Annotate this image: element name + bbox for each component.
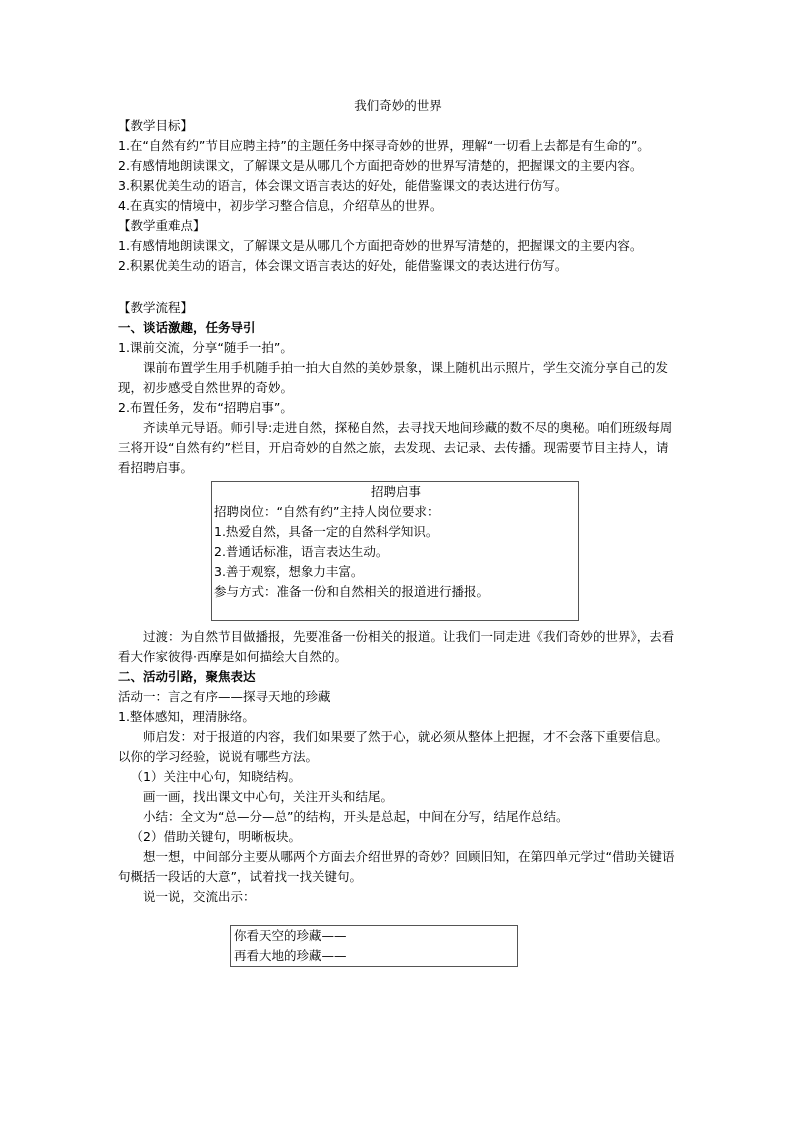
paragraph-gap (118, 276, 678, 298)
sub-step: （1）关注中心句，知晓结构。 (130, 769, 301, 784)
objective-item: 3.积累优美生动的语言，体会课文语言表达的好处，能借鉴课文的表达进行仿写。 (118, 178, 568, 193)
body-paragraph: 想一想，中间部分主要从哪两个方面去介绍世界的奇妙？回顾旧知，在第四单元学过“借助关键语句概括一段话的大意”，试着找一找关键句。 (118, 849, 675, 884)
objective-item: 4.在真实的情境中，初步学习整合信息，介绍草丛的世界。 (118, 198, 443, 213)
summary-paragraph: 小结：全文为“总—分—总”的结构，开头是总起，中间在分写，结尾作总结。 (143, 809, 569, 824)
keypoint-item: 2.积累优美生动的语言，体会课文语言表达的好处，能借鉴课文的表达进行仿写。 (118, 258, 568, 273)
notice-line: 招聘岗位：“自然有约”主持人岗位要求： (214, 504, 440, 519)
notice-line: 参与方式：准备一份和自然相关的报道进行播报。 (214, 584, 490, 599)
notice-line: 1.热爱自然，具备一定的自然科学知识。 (214, 524, 439, 539)
objectives-heading: 【教学目标】 (118, 118, 194, 133)
document-page (118, 96, 678, 967)
step-title: 1.课前交流，分享“随手一拍”。 (118, 340, 293, 355)
notice-heading: 招聘启事 (370, 484, 421, 499)
activity-title: 活动一：言之有序——探寻天地的珍藏 (118, 689, 331, 704)
notice-line: 3.善于观察，想象力丰富。 (214, 564, 364, 579)
notice-line: 2.普通话标准，语言表达生动。 (214, 544, 389, 559)
objective-item: 2.有感情地朗读课文，了解课文是从哪几个方面把奇妙的世界写清楚的，把握课文的主要内容。 (118, 158, 643, 173)
section-heading: 一、谈话激趣，任务导引 (118, 320, 256, 335)
transition-paragraph: 过渡：为自然节目做播报，先要准备一份相关的报道。让我们一同走进《我们奇妙的世界》，去看看大作家彼得·西摩是如何描绘大自然的。 (118, 629, 675, 664)
keypoint-item: 1.有感情地朗读课文，了解课文是从哪几个方面把奇妙的世界写清楚的，把握课文的主要内容。 (118, 238, 643, 253)
body-paragraph: 说一说，交流出示： (143, 889, 256, 904)
page-title: 我们奇妙的世界 (354, 98, 442, 113)
sub-step: （2）借助关键句，明晰板块。 (130, 829, 301, 844)
recruitment-notice-box (211, 481, 579, 621)
box-line: 再看大地的珍藏—— (234, 948, 347, 963)
keypoints-heading: 【教学重难点】 (118, 218, 206, 233)
process-heading: 【教学流程】 (118, 300, 194, 315)
section-heading: 二、活动引路，聚焦表达 (118, 669, 256, 684)
body-paragraph: 画一画，找出课文中心句，关注开头和结尾。 (143, 789, 394, 804)
objective-item: 1.在“自然有约”节目应聘主持”的主题任务中探寻奇妙的世界，理解“一切看上去都是有生命的”。 (118, 138, 650, 153)
step-title: 1.整体感知，理清脉络。 (118, 709, 255, 724)
box-line: 你看天空的珍藏—— (234, 928, 347, 943)
body-paragraph: 师启发：对于报道的内容，我们如果要了然于心，就必须从整体上把握，才不会落下重要信息。以你的学习经验，说说有哪些方法。 (118, 729, 669, 764)
body-paragraph: 课前布置学生用手机随手拍一拍大自然的美妙景象，课上随机出示照片，学生交流分享自己的发现，初步感受自然世界的奇妙。 (118, 360, 669, 395)
body-paragraph: 齐读单元导语。师引导:走进自然，探秘自然，去寻找天地间珍藏的数不尽的奥秘。咱们班级每周三将开设“自然有约”栏目，开启奇妙的自然之旅，去发现、去记录、去传播。现需要节目主持人，请看招聘启事。 (118, 420, 673, 475)
key-sentence-box (230, 925, 518, 967)
step-title: 2.布置任务，发布“招聘启事”。 (118, 400, 293, 415)
